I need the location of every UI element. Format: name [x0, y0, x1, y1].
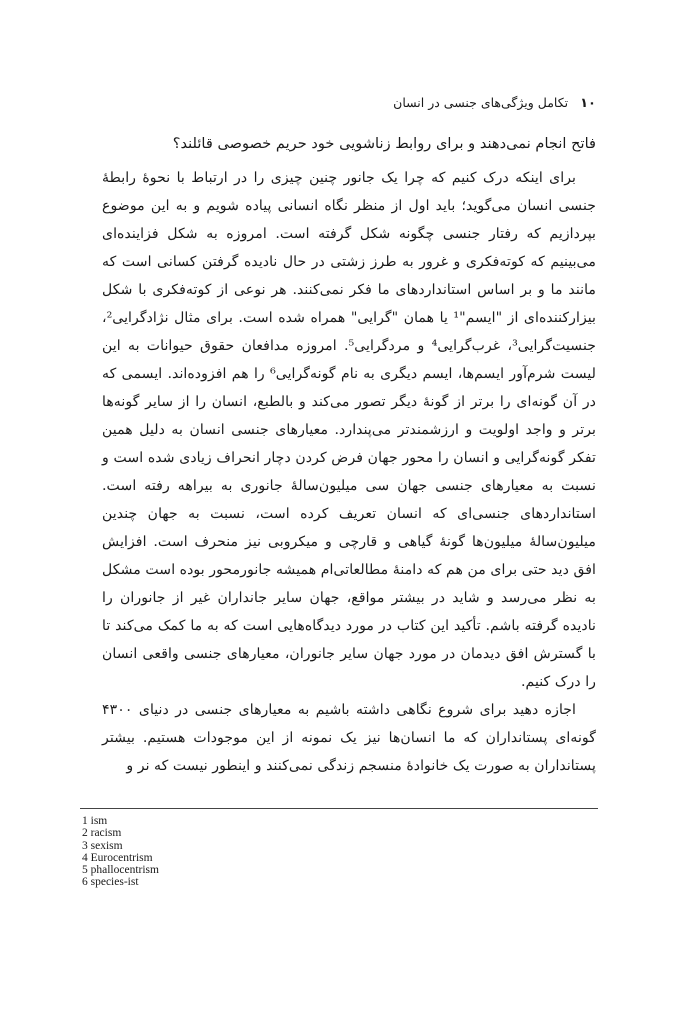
page-header [102, 95, 596, 111]
paragraph-2: اجازه دهید برای شروع نگاهی داشته باشیم به معیارهای جنسی در دنیای ۴۳۰۰ گونه‌ای پستانداران که ما انسان‌ها نیز یک نمونه از این موجودات هستیم. بیشتر پستانداران به صورت یک خانوادهٔ منسجم زندگی نمی‌کنند و اینطور نیست که نر و [102, 702, 596, 774]
footnote-item: 5 phallocentrism [82, 864, 159, 877]
footnote-item: 6 species-ist [82, 876, 139, 889]
footnote-item: 1 ism [82, 815, 108, 827]
paragraph-1: برای اینکه درک کنیم که چرا یک جانور چنین چیزی را در ارتباط با نحوهٔ رابطهٔ جنسی انسان می‌گوید؛ باید اول از منظر نگاه انسانی پیاده شویم و به این موضوع بپردازیم که رفتار جنسی چگونه شکل گرفته است. امروزه به شکل فزاینده‌ای می‌بینیم که کوته‌فکری و غرور به طرز زشتی در حال نادیده گرفتن کسانی است که مانند ما و بر اساس استانداردهای ما فکر نمی‌کنند. هر نوعی از کوته‌فکری با شکل بیزارکننده‌ای از "ایسم"¹ یا همان "گرایی" همراه شده است. برای مثال نژادگرایی²، جنسیت‌گرایی³، غرب‌گرایی⁴ و مردگرایی⁵. امروزه مدافعان حقوق حیوانات به این لیست شرم‌آور ایسم‌ها، ایسم دیگری به نام گونه‌گرایی⁶ را هم افزوده‌اند. ایسمی که در آن گونه‌ای را برتر از گونهٔ دیگر تصور می‌کند و بالطبع، انسان را از سایر گونه‌ها برتر و واجد اولویت و ارزشمندتر می‌پندارد. معیارهای جنسی انسان به دلیل همین تفکر گونه‌گرایی و انسان را محور جهان فرض کردن دچار انحراف زیادی شده است و نسبت به معیارهای جنسی جهان سی میلیون‌سالهٔ جانوری به بیراهه رفته است. استانداردهای جنسی‌ای که انسان تعریف کرده است، نسبت به جهان چندین میلیون‌سالهٔ میلیون‌ها گونهٔ گیاهی و قارچی و میکروبی نیز منحرف است. افزایش افق دید حتی برای من هم که دامنهٔ مطالعاتی‌ام همیشه جانورمحور بوده است مشکل به نظر می‌رسد و شاید در بیشتر مواقع، جهان سایر جانداران غیر از جانوران را نادیده گرفته باشم. تأکید این کتاب در مورد دیدگاه‌هایی است که به ما کمک می‌کند تا با گسترش افق دیدمان در مورد جهان سایر جانوران، معیارهای جنسی واقعی انسان را درک کنیم. [102, 170, 596, 690]
page-number: ۱۰ [580, 96, 596, 111]
footnote-item: 3 sexism [82, 839, 123, 852]
footnotes [82, 815, 382, 889]
lead-line: فاتح انجام نمی‌دهند و برای روابط زناشویی خود حریم خصوصی قائلند؟ [172, 135, 596, 152]
footnote-item: 2 racism [82, 827, 122, 840]
footnote-divider [80, 808, 598, 809]
footnote-item: 4 Eurocentrism [82, 851, 153, 864]
main-text [102, 130, 596, 780]
running-title: تکامل ویژگی‌های جنسی در انسان [393, 95, 569, 110]
